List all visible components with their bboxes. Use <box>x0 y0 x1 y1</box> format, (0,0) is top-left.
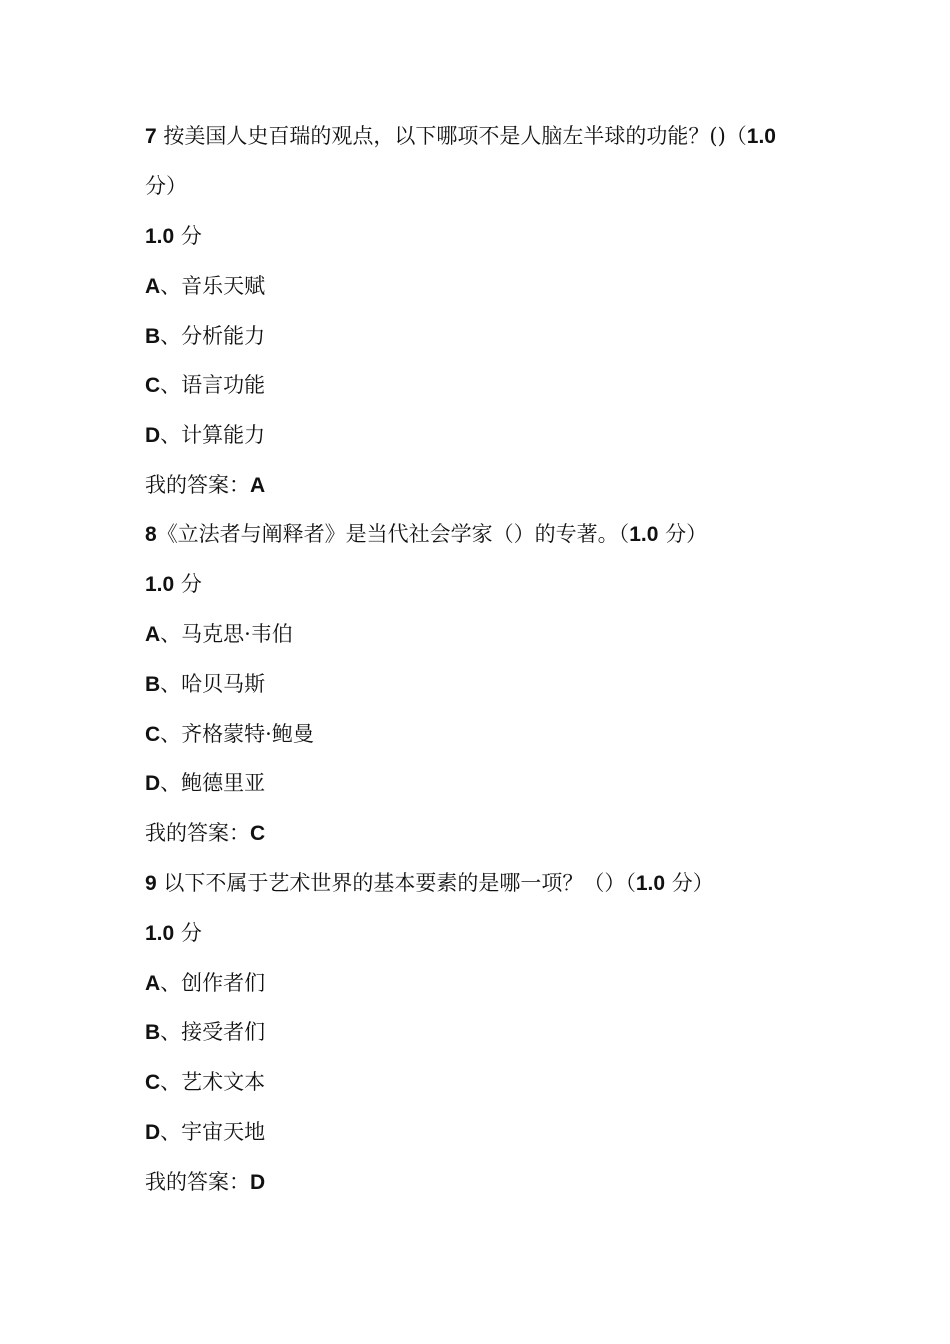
question-text-end: 分） <box>665 522 708 546</box>
option-separator: 、 <box>160 1070 182 1094</box>
option-text: 计算能力 <box>181 423 266 447</box>
option-text: 分析能力 <box>181 324 266 348</box>
score-unit: 分 <box>180 224 202 248</box>
option-text: 接受者们 <box>181 1020 266 1044</box>
option-letter: A <box>145 972 161 995</box>
option-separator: 、 <box>160 971 182 995</box>
option-d <box>145 421 265 450</box>
question-8-score <box>145 570 202 599</box>
option-separator: 、 <box>160 722 182 746</box>
question-number: 9 <box>145 872 157 895</box>
question-7-title-cont <box>145 172 187 200</box>
option-text: 马克思·韦伯 <box>181 622 293 646</box>
option-text: 哈贝马斯 <box>181 672 266 696</box>
question-points: 1.0 <box>635 872 666 895</box>
option-c <box>145 1068 265 1097</box>
option-text: 音乐天赋 <box>181 274 266 298</box>
score-unit: 分 <box>180 921 202 945</box>
option-text: 鲍德里亚 <box>181 771 266 795</box>
answer-value: D <box>250 1171 266 1194</box>
option-letter: D <box>145 772 161 795</box>
question-7-score <box>145 222 202 251</box>
score-value: 1.0 <box>145 225 175 248</box>
question-8-title <box>145 520 707 549</box>
answer-label: 我的答案： <box>145 821 250 845</box>
option-d <box>145 1118 265 1147</box>
option-letter: C <box>145 1071 161 1094</box>
option-letter: B <box>145 1021 161 1044</box>
option-a <box>145 620 293 649</box>
option-c <box>145 720 314 749</box>
question-points: 1.0 <box>746 125 776 148</box>
option-text: 创作者们 <box>181 971 266 995</box>
question-number: 8 <box>145 523 157 546</box>
option-text: 语言功能 <box>181 373 266 397</box>
option-d <box>145 769 265 798</box>
question-text: 以下不属于艺术世界的基本要素的是哪一项？（）（ <box>163 871 636 895</box>
score-value: 1.0 <box>145 922 175 945</box>
option-separator: 、 <box>160 1120 182 1144</box>
question-points: 1.0 <box>629 523 659 546</box>
question-9-title <box>145 869 714 898</box>
option-b <box>145 1018 265 1047</box>
option-separator: 、 <box>160 1020 182 1044</box>
question-text-continued: 分） <box>145 174 187 198</box>
option-separator: 、 <box>160 672 182 696</box>
answer-value: C <box>250 822 266 845</box>
option-separator: 、 <box>160 274 182 298</box>
option-text: 宇宙天地 <box>181 1120 266 1144</box>
option-letter: B <box>145 673 161 696</box>
option-b <box>145 670 265 699</box>
option-b <box>145 322 265 351</box>
option-separator: 、 <box>160 622 182 646</box>
my-answer <box>145 1168 265 1197</box>
question-7-title <box>145 122 776 151</box>
option-letter: D <box>145 1121 161 1144</box>
option-separator: 、 <box>160 324 182 348</box>
option-letter: D <box>145 424 161 447</box>
option-separator: 、 <box>160 373 182 397</box>
option-letter: A <box>145 275 161 298</box>
option-letter: C <box>145 374 161 397</box>
answer-label: 我的答案： <box>145 473 250 497</box>
option-text: 齐格蒙特·鲍曼 <box>181 722 314 746</box>
option-letter: B <box>145 325 161 348</box>
option-a <box>145 272 265 301</box>
option-separator: 、 <box>160 771 182 795</box>
question-9-score <box>145 919 202 948</box>
question-text: 《立法者与阐释者》是当代社会学家（）的专著。（ <box>156 522 630 546</box>
option-c <box>145 371 265 400</box>
score-unit: 分 <box>180 572 202 596</box>
question-text-end: 分） <box>671 871 714 895</box>
answer-value: A <box>250 474 266 497</box>
score-value: 1.0 <box>145 573 175 596</box>
question-text: 按美国人史百瑞的观点，以下哪项不是人脑左半球的功能？()（ <box>163 124 747 148</box>
option-separator: 、 <box>160 423 182 447</box>
question-number: 7 <box>145 125 157 148</box>
my-answer <box>145 819 265 848</box>
option-text: 艺术文本 <box>181 1070 266 1094</box>
my-answer <box>145 471 265 500</box>
option-a <box>145 969 265 998</box>
option-letter: A <box>145 623 161 646</box>
option-letter: C <box>145 723 161 746</box>
answer-label: 我的答案： <box>145 1170 250 1194</box>
